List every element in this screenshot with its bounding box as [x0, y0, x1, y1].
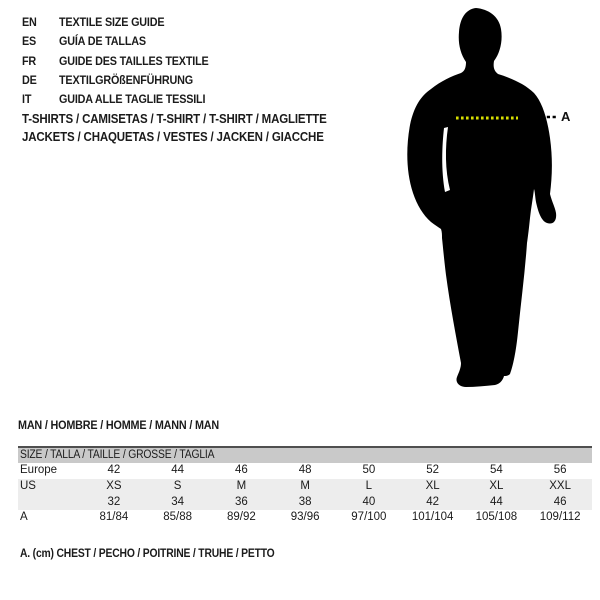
language-title: GUÍA DE TALLAS: [59, 34, 146, 49]
category-line-tshirts: T-SHIRTS / CAMISETAS / T-SHIRT / T-SHIRT / MAGLIETTE: [22, 111, 327, 126]
table-cell: 36: [234, 495, 248, 508]
language-row-en: [22, 13, 362, 32]
language-code: FR: [22, 53, 37, 68]
table-cell: 32: [107, 495, 121, 508]
table-cell: 44: [171, 464, 185, 476]
table-cell: XXL: [549, 479, 571, 492]
section-title-man: MAN / HOMBRE / HOMME / MANN / MAN: [18, 418, 220, 432]
table-cell: 50: [362, 464, 376, 476]
table-row-chest-a: [18, 510, 592, 526]
size-table: [18, 446, 592, 526]
table-cell: 105/108: [475, 511, 518, 524]
table-cell: 34: [171, 495, 185, 508]
measurement-footnote: A. (cm) CHEST / PECHO / POITRINE / TRUHE / PETTO: [20, 548, 275, 560]
language-row-fr: [22, 52, 362, 71]
language-title: TEXTILGRÖßENFÜHRUNG: [59, 72, 193, 87]
row-label: A: [20, 511, 28, 524]
table-cell: 46: [234, 464, 248, 476]
category-line-jackets: JACKETS / CHAQUETAS / VESTES / JACKEN / GIACCHE: [22, 128, 324, 144]
language-title: GUIDE DES TAILLES TEXTILE: [59, 53, 209, 68]
table-cell: 44: [489, 495, 503, 508]
size-table-header: SIZE / TALLA / TAILLE / GRÖSSE / TAGLIA: [18, 448, 592, 463]
row-label: [18, 495, 82, 511]
table-cell: 40: [362, 495, 376, 508]
table-cell: 56: [553, 464, 567, 476]
table-cell: 52: [426, 464, 440, 476]
table-cell: 48: [298, 464, 312, 476]
language-title: GUIDA ALLE TAGLIE TESSILI: [59, 92, 206, 107]
garment-categories: [22, 110, 360, 145]
man-silhouette-body: [407, 8, 556, 387]
table-cell: 54: [489, 464, 503, 476]
language-code: DE: [22, 72, 37, 87]
row-label: US: [20, 479, 36, 492]
table-cell: L: [365, 479, 373, 492]
table-cell: 38: [298, 495, 312, 508]
language-row-es: [22, 32, 362, 51]
table-cell: XS: [106, 479, 122, 492]
language-row-it: [22, 90, 362, 109]
table-cell: 42: [107, 464, 121, 476]
language-code: IT: [22, 92, 32, 107]
table-cell: XL: [489, 479, 504, 492]
man-silhouette-figure: [395, 5, 595, 390]
table-cell: 85/88: [163, 511, 193, 524]
table-cell: 109/112: [539, 511, 581, 524]
table-cell: S: [173, 479, 182, 492]
language-code: ES: [22, 34, 37, 49]
table-cell: 81/84: [99, 511, 129, 524]
table-row-us: [18, 479, 592, 495]
table-row-us-numeric: [18, 495, 592, 511]
table-cell: 101/104: [411, 511, 454, 524]
table-cell: 93/96: [290, 511, 320, 524]
language-title: TEXTILE SIZE GUIDE: [59, 15, 165, 29]
row-label: Europe: [20, 464, 58, 476]
table-cell: 46: [553, 495, 567, 508]
table-cell: 42: [426, 495, 440, 508]
table-cell: 97/100: [351, 511, 387, 524]
man-silhouette-svg: [395, 5, 595, 390]
language-code: EN: [22, 15, 37, 29]
table-cell: XL: [425, 479, 440, 492]
table-cell: M: [300, 479, 310, 492]
measure-label-a: A: [561, 109, 571, 124]
table-cell: M: [236, 479, 247, 492]
language-list: [22, 13, 362, 109]
table-row-europe: [18, 463, 592, 479]
table-cell: 89/92: [226, 511, 256, 524]
language-row-de: [22, 71, 362, 90]
